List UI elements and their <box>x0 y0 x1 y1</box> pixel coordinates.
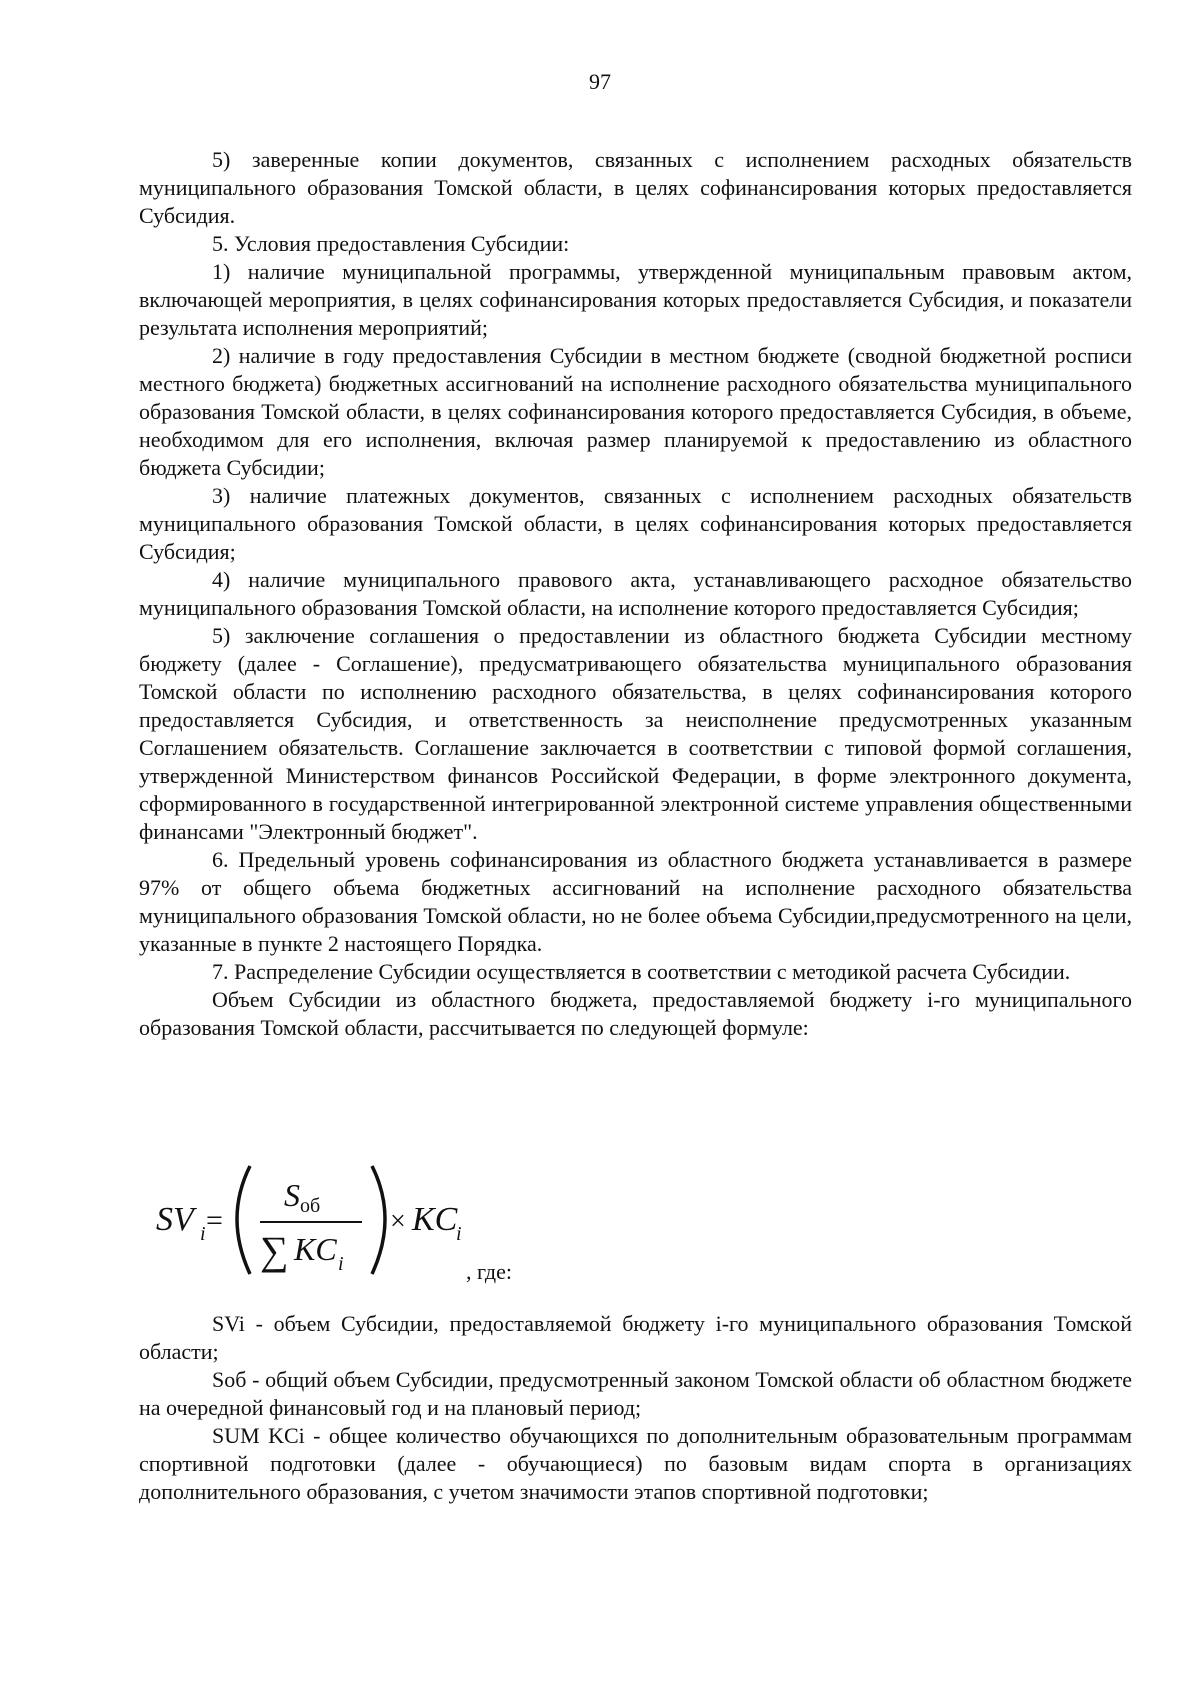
sum-symbol: ∑ <box>260 1228 289 1273</box>
paragraph: 5) заключение соглашения о предоставлении из областного бюджета Субсидии местному бюджету (далее - Соглашение), предусматривающего обязательства муниципального образования Томской области по исполнению расходного обязательства, в целях софинансирования которого предоставляется Субсидия, и ответственность за неисполнение предусмотренных указанным Соглашением обязательств. Соглашение заключается в соответствии с типовой формой соглашения, утвержденной Министерством финансов Российской Федерации, в форме электронного документа, сформированного в государственной интегрированной электронной системе управления общественными финансами "Электронный бюджет". <box>139 623 1132 844</box>
formula-lhs: SV <box>156 1201 194 1238</box>
paragraph: Объем Субсидии из областного бюджета, предоставляемой бюджету i-го муниципального образования Томской области, рассчитывается по следующей формуле: <box>139 987 1132 1040</box>
paragraph: Sоб - общий объем Субсидии, предусмотренный законом Томской области об областном бюджете на очередной финансовый год и на плановый период; <box>139 1367 1132 1420</box>
subsidy-formula <box>156 1150 606 1290</box>
paragraph: 6. Предельный уровень софинансирования из областного бюджета устанавливается в размере 97% от общего объема бюджетных ассигнований на исполнение расходного обязательства муниципального образования Томской области, но не более объема Субсидии,предусмотренного на цели, указанные в пункте 2 настоящего Порядка. <box>139 847 1132 956</box>
paragraph: 4) наличие муниципального правового акта, устанавливающего расходное обязательство муниципального образования Томской области, на исполнение которого предоставляется Субсидия; <box>139 567 1132 620</box>
paragraph: 5) заверенные копии документов, связанных с исполнением расходных обязательств муниципального образования Томской области, в целях софинансирования которых предоставляется Субсидия. <box>139 147 1132 228</box>
formula-times: × <box>390 1206 406 1237</box>
formula-rhs-subscript: i <box>456 1223 462 1245</box>
paragraph: 3) наличие платежных документов, связанных с исполнением расходных обязательств муниципального образования Томской области, в целях софинансирования которых предоставляется Субсидия; <box>139 483 1132 564</box>
formula-numerator: S <box>284 1177 300 1213</box>
formula-denominator: KC <box>294 1231 337 1267</box>
formula-graphic <box>156 1150 606 1290</box>
paragraph: 7. Распределение Субсидии осуществляется в соответствии с методикой расчета Субсидии. <box>212 959 1071 984</box>
paragraph: 5. Условия предоставления Субсидии: <box>212 231 570 256</box>
formula-denominator-subscript: i <box>338 1253 344 1275</box>
paragraph: 2) наличие в году предоставления Субсидии в местном бюджете (сводной бюджетной росписи местного бюджета) бюджетных ассигнований на исполнение расходного обязательства муниципального образования Томской области, в целях софинансирования которого предоставляется Субсидия, в объеме, необходимом для его исполнения, включая размер планируемой к предоставлению из областного бюджета Субсидии; <box>139 343 1132 480</box>
paragraph: 1) наличие муниципальной программы, утвержденной муниципальным правовым актом, включающей мероприятия, в целях софинансирования которых предоставляется Субсидия, и показатели результата исполнения мероприятий; <box>139 259 1132 340</box>
paragraph: SUM KCi - общее количество обучающихся по дополнительным образовательным программам спортивной подготовки (далее - обучающиеся) по базовым видам спорта в организациях дополнительного образования, с учетом значимости этапов спортивной подготовки; <box>139 1423 1132 1504</box>
right-parenthesis <box>372 1166 385 1274</box>
formula-where: , где: <box>466 1259 512 1284</box>
formula-numerator-subscript: об <box>300 1195 321 1217</box>
paragraph: SVi - объем Субсидии, предоставляемой бюджету i-го муниципального образования Томской области; <box>139 1311 1132 1364</box>
page-number: 97 <box>589 69 611 94</box>
body-text-bottom <box>139 1310 1132 1506</box>
left-parenthesis <box>237 1166 250 1274</box>
formula-lhs-subscript: i <box>200 1223 206 1245</box>
body-text-top <box>139 146 1132 1042</box>
formula-rhs: KC <box>412 1201 458 1238</box>
formula-equals: = <box>206 1204 223 1237</box>
